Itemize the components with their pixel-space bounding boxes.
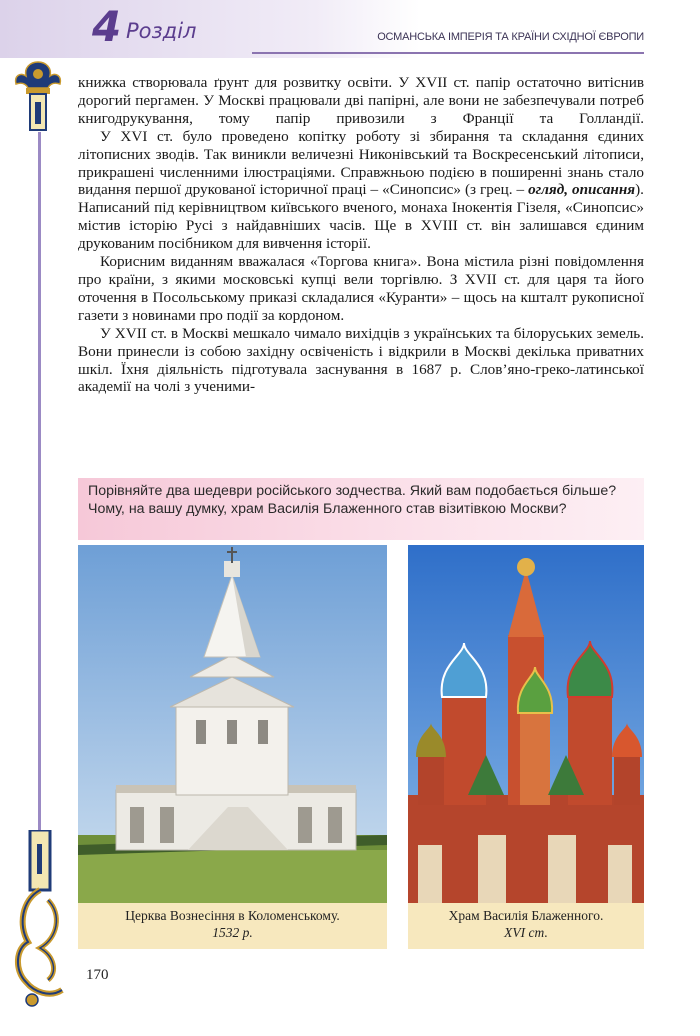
ornament-top-icon <box>12 58 64 132</box>
caption-text: Церква Вознесіння в Коломенському. <box>125 908 340 923</box>
caption-date: XVI ст. <box>504 925 548 940</box>
caption-church-ascension <box>78 903 387 949</box>
header-rule <box>252 52 644 54</box>
paragraph-2-part-b: ). Написаний під керівництвом київського вченого, монаха Інокентія Гізеля, «Синопсис» містив історію Русі з найдавніших часів. Ще в XVIII ст. він залишався єдиним друкованим посібником для вивчення історії. <box>78 181 644 253</box>
photo-st-basil-cathedral <box>408 545 644 903</box>
running-title: ОСМАНСЬКА ІМПЕРІЯ ТА КРАЇНИ СХІДНОЇ ЄВРОПИ <box>377 31 644 43</box>
chapter-label: Розділ <box>126 19 197 43</box>
photo-church-ascension <box>78 545 387 903</box>
ornament-bottom-icon <box>10 830 72 1010</box>
body-text <box>78 74 644 396</box>
term-definition: огляд, описання <box>528 181 636 199</box>
paragraph-4: У XVII ст. в Москві мешкало чимало вихідців з українських та білоруських земель. Вони принесли із собою західну освіченість і відкрили в Москві декілька приватних шкіл. Їхня діяльність підготувала заснування в 1687 р. Слов’яно-греко-латинської академії на чолі з ученими- <box>78 324 644 396</box>
paragraph-2-part-a: У XVI ст. було проведено копітку роботу зі збирання та складання єдиних літописних зводів. Так виникли величезні Никонівський та Воскресенський літописи, прикрашені численними ілюстраціями. Справжньою подією в поширенні знань стало видання першої друкованої історичної праці – «Синопсис» (з грец. – <box>78 127 644 199</box>
paragraph-3: Корисним виданням вважалася «Торгова книга». Вона містила різні повідомлення про країни, з якими московські купці вели торгівлю. З XVII ст. для царя та його оточення в Посольському приказі складалися «Куранти» – щось на кшталт рукописної газети з новинами про події за кордоном. <box>78 253 644 324</box>
margin-rail <box>38 132 41 832</box>
chapter-number: 4 <box>92 2 122 51</box>
caption-st-basil <box>408 903 644 949</box>
caption-date: 1532 р. <box>212 925 253 940</box>
paragraph-2 <box>78 128 644 253</box>
paragraph-1: книжка створювала ґрунт для розвитку освіти. У XVII ст. папір остаточно витіснив дорогий пергамен. У Москві працювали дві папірні, але вони не забезпечували потреб книгодрукування, тому папір привозили з Франції та Голландії. <box>78 74 644 127</box>
caption-text: Храм Василія Блаженного. <box>448 908 604 923</box>
page-number: 170 <box>86 967 109 983</box>
question-box: Порівняйте два шедеври російського зодчества. Який вам подобається більше? Чому, на вашу думку, храм Василія Блаженного став візитівкою Москви? <box>78 478 644 540</box>
